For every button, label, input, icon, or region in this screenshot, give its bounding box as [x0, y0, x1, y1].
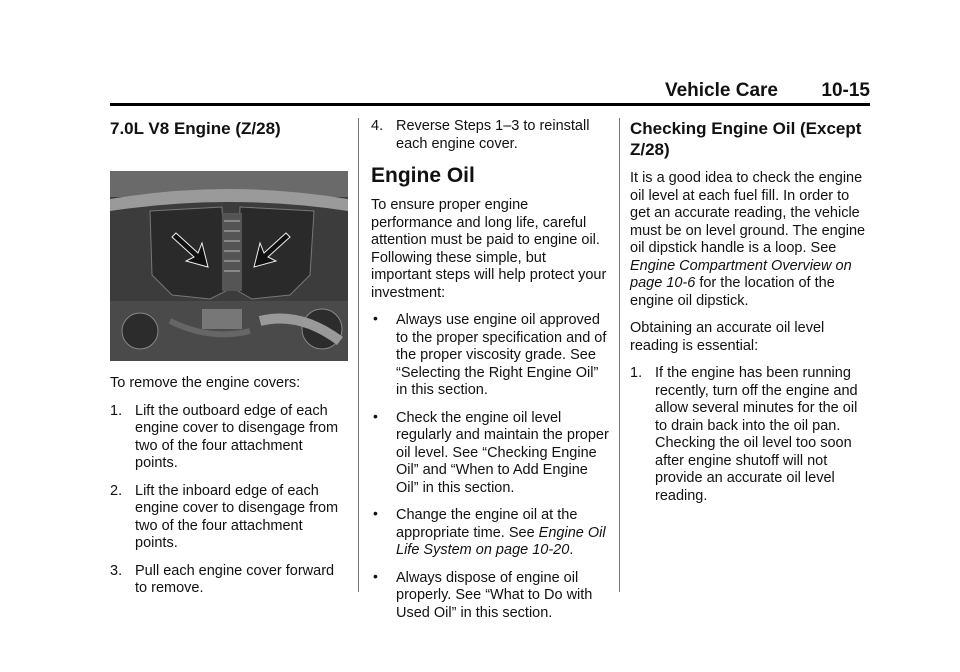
- bullet-item: [371, 507, 609, 560]
- column-1: [110, 118, 348, 608]
- bullet-item: [371, 407, 609, 498]
- step-item: [630, 365, 872, 505]
- bullet-item: [371, 567, 609, 623]
- page-number: 10-15: [821, 80, 870, 101]
- paragraph-text-end: for the location of the engine oil dipstick.: [630, 275, 835, 309]
- checking-oil-heading: Checking Engine Oil (Except Z/28): [630, 119, 862, 159]
- bullet-icon: •: [373, 567, 378, 584]
- column-divider: [619, 118, 620, 592]
- step-text: Lift the inboard edge of each engine cover to disengage from two of the four attachment points.: [135, 482, 339, 551]
- column-divider: [358, 118, 359, 592]
- step-text: Lift the outboard edge of each engine cover to disengage from two of the four attachment points.: [135, 402, 339, 471]
- engine-photo-illustration: [110, 171, 348, 361]
- page-header: [664, 74, 870, 102]
- bullet-text-end: .: [569, 542, 574, 558]
- checking-oil-paragraph: [630, 170, 872, 310]
- bullet-text: Always dispose of engine oil properly. See “What to Do with Used Oil” in this section.: [396, 569, 593, 621]
- bullet-icon: •: [373, 407, 378, 424]
- column-3: [630, 118, 872, 515]
- step-text: Reverse Steps 1–3 to reinstall each engine cover.: [396, 118, 590, 152]
- engine-cover-heading: 7.0L V8 Engine (Z/28): [110, 119, 281, 138]
- step-number: 1.: [110, 402, 123, 419]
- header-rule: [110, 103, 870, 106]
- bullet-icon: •: [373, 505, 378, 521]
- step-item: [371, 118, 609, 153]
- step-item: [110, 563, 348, 598]
- cross-reference-link[interactable]: Engine Oil Life System on page 10-20: [396, 524, 606, 558]
- cross-reference-link[interactable]: Engine Compartment Overview on page 10-6: [630, 257, 852, 291]
- column-2: [371, 118, 609, 632]
- step-number: 1.: [630, 365, 643, 381]
- bullet-text: Check the engine oil level regularly and maintain the proper oil level. See “Checking Engine Oil” and “When to Add Engine Oil” in this section.: [396, 409, 609, 496]
- bullet-icon: •: [373, 310, 378, 326]
- remove-intro: To remove the engine covers:: [110, 375, 301, 391]
- section-title: Vehicle Care: [664, 80, 778, 101]
- bullet-text: Always use engine oil approved to the proper specification and of the proper viscosity grade. See “Selecting the Right Engine Oil” in this section.: [396, 312, 607, 398]
- step-number: 3.: [110, 562, 123, 579]
- engine-photo: [110, 171, 348, 361]
- step-number: 4.: [371, 118, 384, 134]
- step-text: If the engine has been running recently, turn off the engine and allow several minutes for the oil to drain back into the oil pan. Checking the oil level too soon after engine shutoff will not provide an accurate oil level reading.: [655, 365, 858, 504]
- paragraph-text: It is a good idea to check the engine oil level at each fuel fill. In order to get an accurate reading, the vehicle must be on level ground. The engine oil dipstick handle is a loop. See: [630, 170, 866, 256]
- bullet-text: Change the engine oil at the appropriate time. See: [396, 507, 578, 541]
- engine-oil-intro: To ensure proper engine performance and long life, careful attention must be paid to engine oil. Following these simple, but important steps will help protect your investment:: [371, 197, 607, 301]
- step-item: [110, 403, 348, 473]
- accurate-reading-paragraph: Obtaining an accurate oil level reading is essential:: [630, 320, 825, 354]
- step-number: 2.: [110, 482, 123, 499]
- bullet-item: [371, 312, 609, 400]
- step-item: [110, 483, 348, 553]
- step-text: Pull each engine cover forward to remove.: [135, 562, 335, 596]
- engine-oil-title: Engine Oil: [371, 164, 475, 187]
